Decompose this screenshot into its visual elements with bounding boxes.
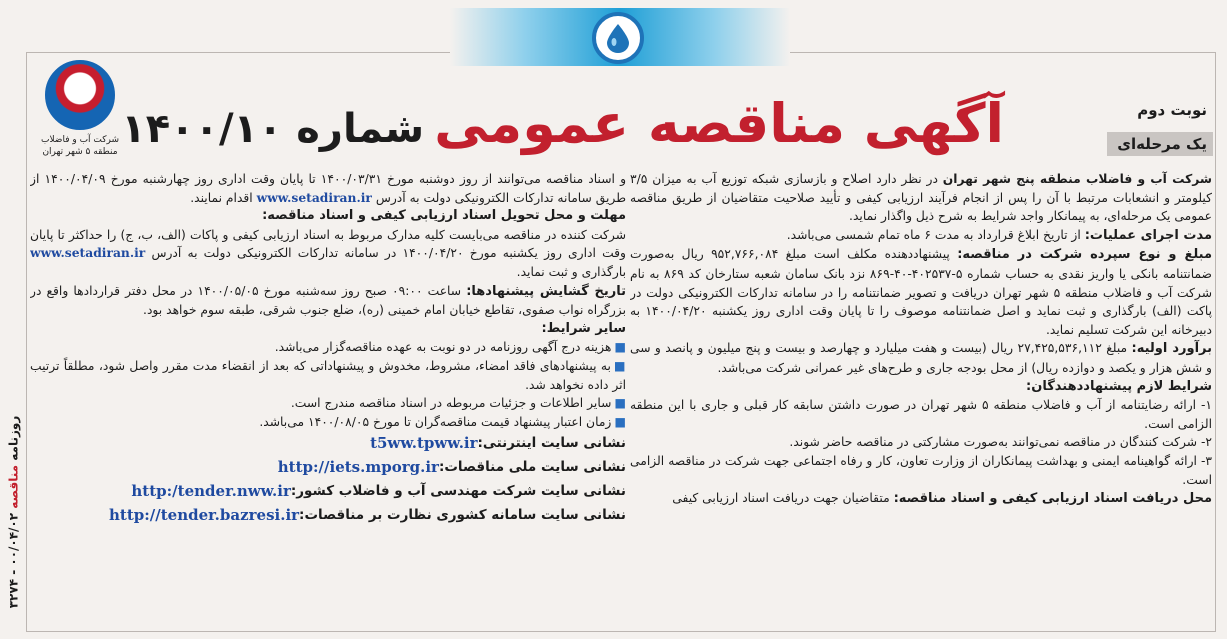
- other-condition-4: [30, 413, 626, 432]
- other-condition-1-text: هزینه درج آگهی روزنامه در دو نوبت به عهده مناقصه‌گزار می‌باشد.: [274, 340, 612, 355]
- docs-label: محل دریافت اسناد ارزیابی کیفی و اسناد مناقصه:: [893, 491, 1212, 507]
- other-conditions-heading: سایر شرایط:: [541, 320, 626, 336]
- notice-tags: [1107, 98, 1213, 166]
- tender-number: شماره ۱۴۰۰/۱۰: [121, 106, 425, 152]
- stamp-issue: ۰۰/۰۴/۰۲ - ۳۲۷۴: [6, 512, 20, 609]
- logo-text-line2: منطقه ۵ شهر تهران: [42, 147, 118, 157]
- water-drop-icon: [592, 12, 644, 64]
- site-link[interactable]: http://tender.bazresi.ir: [109, 506, 300, 525]
- right-column: [630, 170, 1212, 620]
- estimate-text: مبلغ ۲۷,۴۲۵,۵۳۶,۱۱۲ ریال (بیست و هفت میلیارد و چهارصد و بیست و پنج میلیون و پانصد و سی و شش هزار و یکصد و دوازده ریال) از محل بودجه جاری و طرح‌های غیر عمرانی شرکت می‌باشد.: [630, 341, 1212, 375]
- newspaper-stamp: [2, 392, 24, 632]
- site-link[interactable]: http://iets.mporg.ir: [277, 458, 439, 477]
- site-label: نشانی سایت سامانه کشوری نظارت بر مناقصات:: [299, 507, 626, 524]
- left-column: [30, 170, 626, 630]
- guarantee-paragraph: [630, 245, 1212, 339]
- round-label: نوبت دوم: [1137, 101, 1207, 119]
- other-condition-4-text: زمان اعتبار پیشنهاد قیمت مناقصه‌گران تا مورخ ۱۴۰۰/۰۸/۰۵ می‌باشد.: [259, 414, 612, 429]
- docs-paragraph: [630, 489, 1212, 509]
- deadline-paragraph: [30, 226, 626, 282]
- site-label: نشانی سایت ملی مناقصات:: [438, 459, 626, 476]
- logo-text-line1: شرکت آب و فاضلاب: [40, 135, 120, 145]
- other-condition-2-text: به پیشنهادهای فاقد امضاء، مشروط، مخدوش و پیشنهاداتی که بعد از انقضاء مدت مقرر واصل شود، مطلقاً ترتیب اثر داده نخواهد شد.: [30, 358, 626, 392]
- other-condition-1: [30, 338, 626, 357]
- other-condition-2: [30, 357, 626, 394]
- company-name: شرکت آب و فاضلاب منطقه پنج شهر تهران: [942, 172, 1212, 186]
- opening-label: تاریخ گشایش پیشنهادها:: [466, 283, 626, 299]
- guarantee-label: مبلغ و نوع سپرده شرکت در مناقصه:: [957, 247, 1212, 263]
- docs-continued-text: و اسناد مناقصه می‌توانند از روز دوشنبه مورخ ۱۴۰۰/۰۳/۳۱ تا پایان وقت اداری روز چهارشنبه مورخ ۱۴۰۰/۰۴/۰۹ از طریق سامانه تدارکات الکترونیکی دولت به آدرس: [30, 172, 626, 205]
- deadline-tail: بارگذاری و ثبت نماید.: [516, 264, 626, 279]
- bullet-icon: ■: [614, 396, 626, 411]
- guarantee-text: پیشنهاددهنده مکلف است مبلغ ۹۵۲,۷۶۶,۰۸۴ ریال به‌صورت ضمانتنامه بانکی یا واریز نقدی به حساب شماره ۵-۴۰۲۵۳۷-۴۰-۸۶۹ نزد بانک سامان شعبه ستارخان کد ۸۶۹ به نام شرکت آب و فاضلاب منطقه ۵ شهر تهران دریافت و تصویر ضمانتنامه را در سامانه تدارکات الکترونیکی دولت در پاکت (الف) بارگذاری و ثبت نماید و اصل ضمانتنامه موصوف را تا پایان وقت اداری روز یکشنبه ۱۴۰۰/۰۴/۲۰ به دبیرخانه این شرکت تسلیم نماید.: [630, 247, 1212, 337]
- bullet-icon: ■: [613, 358, 626, 373]
- water-company-logo-icon: [45, 60, 115, 130]
- opening-paragraph: [30, 282, 626, 320]
- estimate-label: برآورد اولیه:: [1131, 341, 1212, 357]
- docs-text: متقاضیان جهت دریافت اسناد ارزیابی کیفی: [672, 491, 894, 506]
- site-label: نشانی سایت شرکت مهندسی آب و فاضلاب کشور:: [290, 483, 626, 500]
- setad-link[interactable]: www.setadiran.ir: [256, 189, 372, 205]
- site-link[interactable]: http:/tender.nww.ir: [131, 482, 291, 501]
- intro-paragraph: [630, 170, 1212, 226]
- stage-label: یک مرحله‌ای: [1107, 132, 1213, 156]
- duration-text: از تاریخ ابلاغ قرارداد به مدت ۶ ماه تمام شمسی می‌باشد.: [786, 227, 1085, 242]
- site-row-4: [30, 503, 626, 527]
- notice-title: [121, 92, 1004, 162]
- deadline-heading: مهلت و محل تحویل اسناد ارزیابی کیفی و اسناد مناقصه:: [262, 208, 626, 224]
- requirement-2: ۲- شرکت کنندگان در مناقصه نمی‌توانند به‌صورت مشارکتی در مناقصه حاضر شوند.: [789, 435, 1212, 450]
- setad-link-2[interactable]: www.setadiran.ir: [30, 245, 146, 261]
- site-row-2: [30, 455, 626, 479]
- docs-continued: [30, 170, 626, 207]
- stamp-text: [6, 416, 20, 609]
- requirement-1: ۱- ارائه رضایتنامه از آب و فاضلاب منطقه ۵ شهر تهران در صورت داشتن سابقه کار قبلی و جاری با این منطقه الزامی است.: [630, 398, 1212, 431]
- duration-paragraph: [630, 226, 1212, 246]
- title-main: آگهی مناقصه عمومی: [434, 92, 1004, 155]
- deadline-text: شرکت کننده در مناقصه می‌بایست کلیه مدارک مربوط به اسناد ارزیابی کیفی و پاکات (الف، ب، ج) را حداکثر تا پایان وقت اداری روز یکشنبه مورخ ۱۴۰۰/۰۴/۲۰ در سامانه تدارکات الکترونیکی دولت به آدرس: [30, 227, 626, 261]
- requirements-heading: شرایط لازم پیشنهاددهندگان:: [1026, 378, 1212, 394]
- bullet-icon: ■: [614, 414, 626, 429]
- site-link[interactable]: t5ww.tpww.ir: [370, 434, 478, 453]
- site-label: نشانی سایت اینترنتی:: [477, 435, 626, 452]
- duration-label: مدت اجرای عملیات:: [1084, 227, 1212, 243]
- estimate-paragraph: [630, 339, 1212, 377]
- other-condition-3-text: سایر اطلاعات و جزئیات مربوطه در اسناد مناقصه مندرج است.: [290, 396, 612, 411]
- site-row-3: [30, 479, 626, 503]
- docs-continued-tail: اقدام نمایند.: [190, 190, 257, 205]
- stamp-paper: روزنامه: [6, 415, 20, 461]
- site-row-1: [30, 431, 626, 455]
- intro-text: در نظر دارد اصلاح و بازسازی شبکه توزیع آب به میزان ۳/۵ کیلومتر و انشعابات مرتبط با آن را پس از انجام فرآیند ارزیابی کیفی و تأیید صلاحیت متقاضیان از طریق مناقصه عمومی یک مرحله‌ای، به پیمانکار واجد شرایط به شرح ذیل واگذار نماید.: [630, 172, 1212, 224]
- company-logo: [32, 60, 128, 170]
- requirement-3: ۳- ارائه گواهینامه ایمنی و بهداشت پیمانکاران از وزارت تعاون، کار و رفاه اجتماعی جهت شرکت در مناقصه الزامی است.: [630, 453, 1212, 487]
- opening-text: ساعت ۰۹:۰۰ صبح روز سه‌شنبه مورخ ۱۴۰۰/۰۵/۰۵ در محل دفتر قراردادها واقع در بزرگراه نواب صفوی، تقاطع خیابان امام خمینی (ره)، ضلع جنوب شرقی، طبقه سوم خواهد بود.: [30, 283, 626, 318]
- other-condition-3: [30, 394, 626, 413]
- bullet-icon: ■: [614, 340, 626, 355]
- stamp-paper-name: مناقصه: [6, 464, 20, 509]
